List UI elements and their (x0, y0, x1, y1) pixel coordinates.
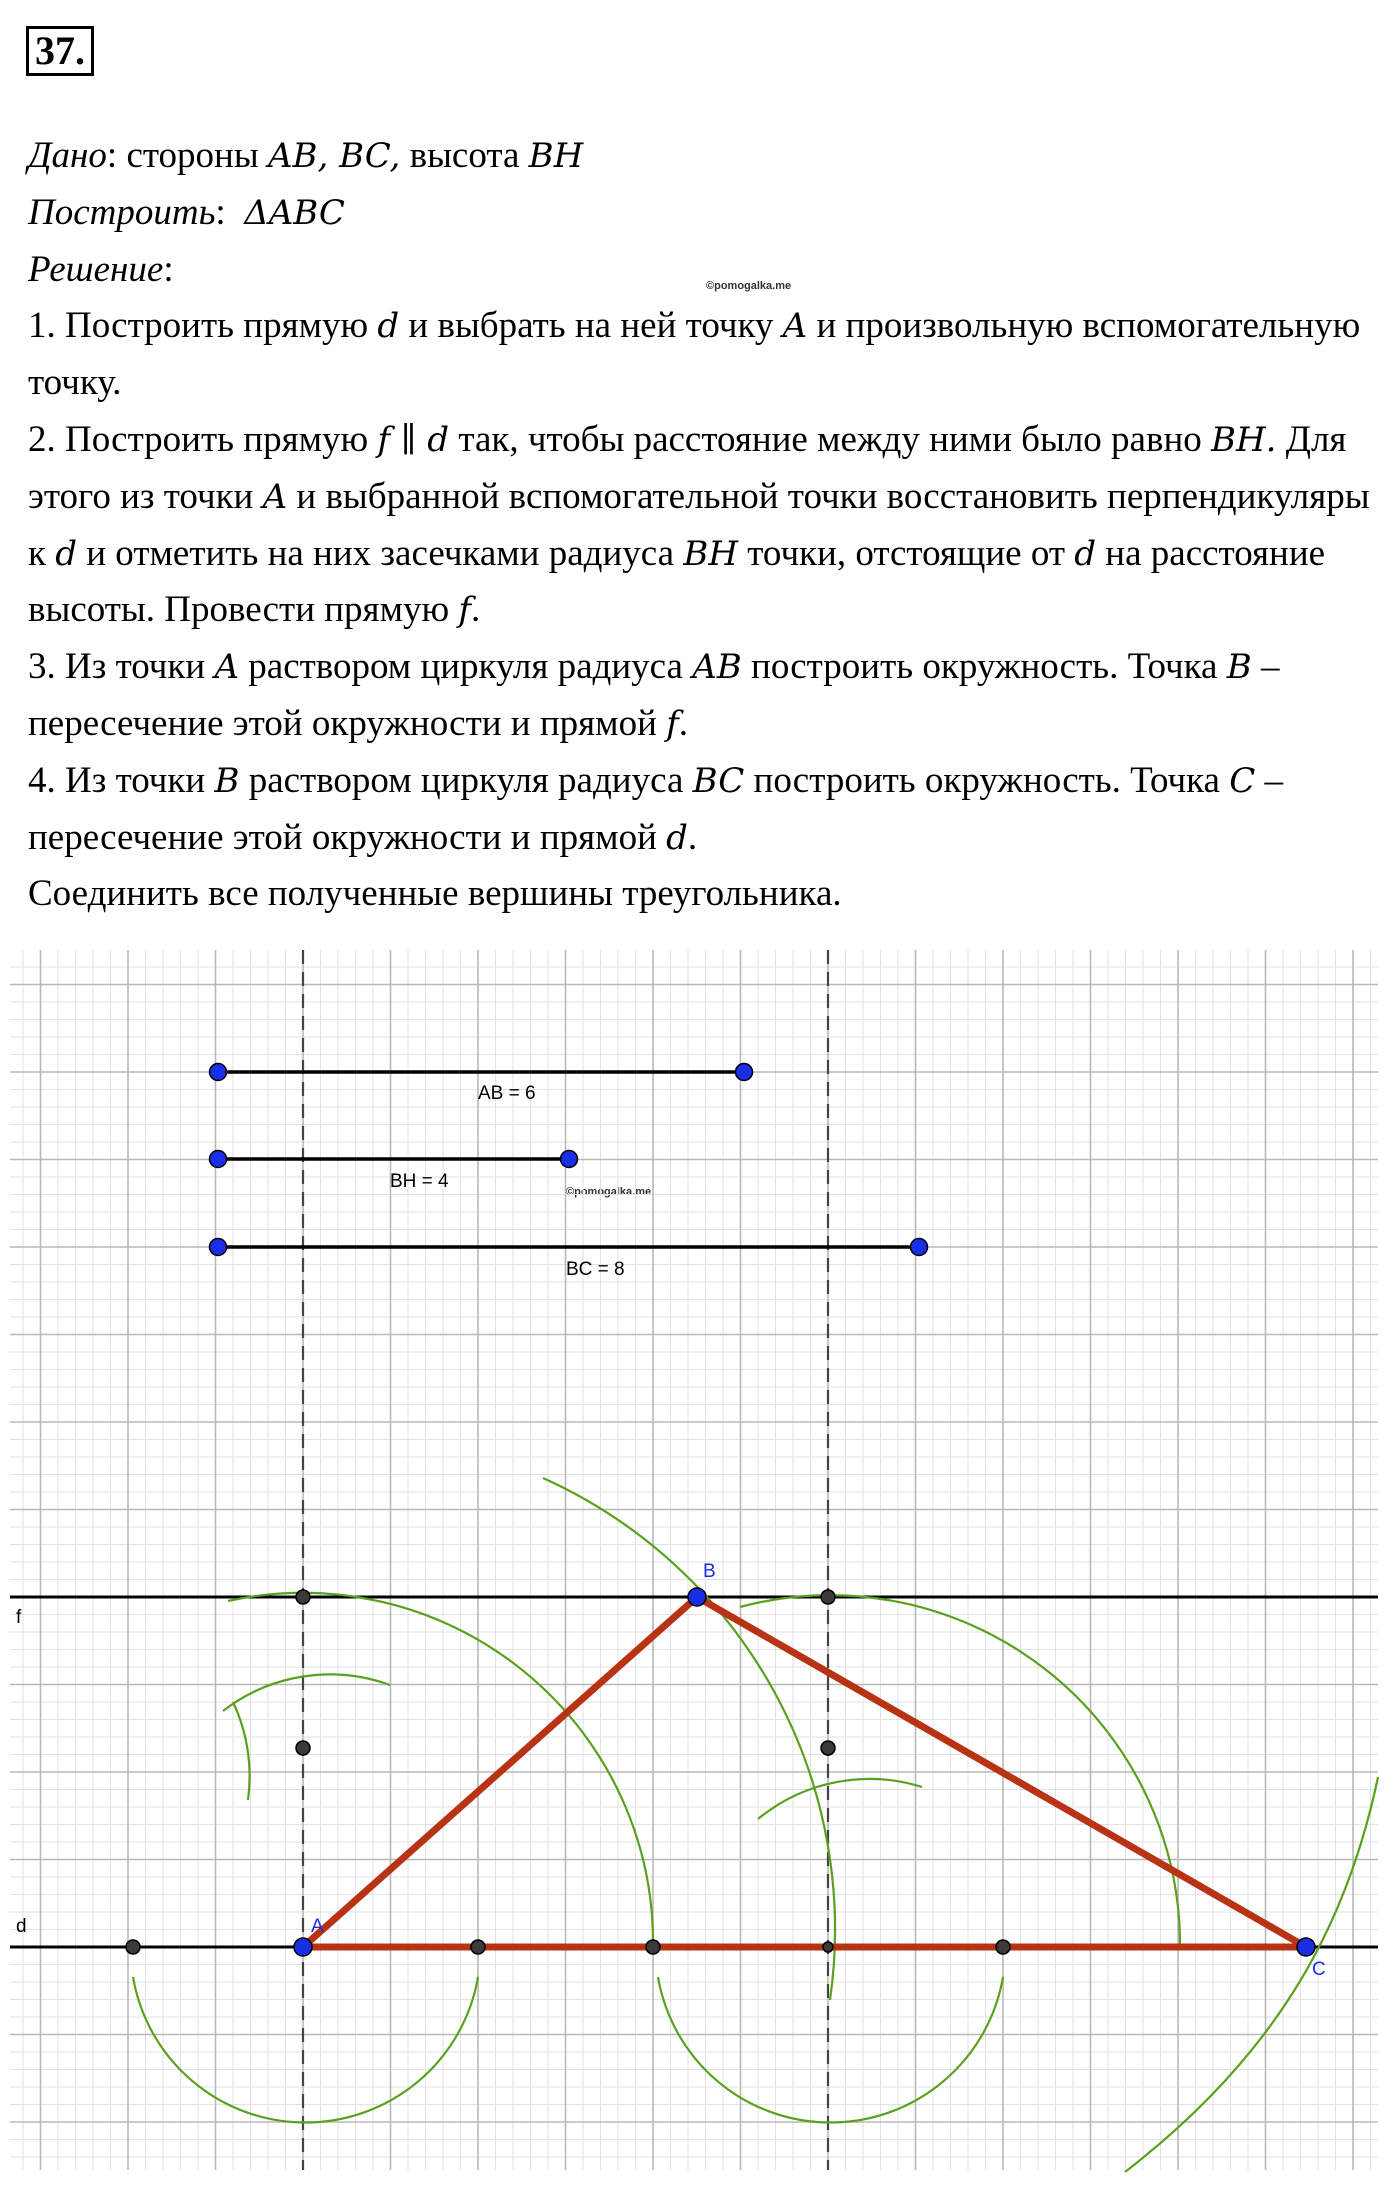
problem-number: 37. (26, 26, 94, 76)
segment-endpoint (911, 1239, 928, 1256)
aux-point (646, 1940, 660, 1954)
watermark-middle: ©pomogalka.me (566, 1186, 652, 1198)
solution-label: Решение: (28, 248, 174, 290)
segment-endpoint (210, 1239, 227, 1256)
segment-endpoint (210, 1151, 227, 1168)
aux-point (823, 1942, 833, 1952)
aux-point (996, 1940, 1010, 1954)
arc-bh-around-a-lower (133, 1977, 478, 2123)
aux-point (126, 1940, 140, 1954)
label-bh-length: BH = 4 (390, 1171, 449, 1192)
aux-point (821, 1590, 835, 1604)
aux-point (471, 1940, 485, 1954)
aux-point (296, 1741, 310, 1755)
aux-point (821, 1741, 835, 1755)
label-line-f: f (16, 1607, 22, 1628)
step-4: 4. Из точки B раствором циркуля радиуса BC построить окружность. Точка C – пересечение этой окружности и прямой d. (28, 759, 1283, 858)
label-line-d: d (16, 1916, 27, 1937)
construct-line: Построить: ΔABC (28, 191, 345, 233)
label-vertex-a: A (311, 1916, 324, 1937)
grid-major (10, 950, 1378, 2170)
segment-endpoint (736, 1064, 753, 1081)
label-bc-length: BC = 8 (566, 1259, 625, 1280)
segment-endpoint (210, 1064, 227, 1081)
label-vertex-b: B (703, 1561, 716, 1582)
step-3: 3. Из точки A раствором циркуля радиуса AB построить окружность. Точка B – пересечение этой окружности и прямой f. (28, 646, 1280, 744)
vertex-c (1297, 1938, 1315, 1956)
aux-point (296, 1590, 310, 1604)
watermark-top: ©pomogalka.me (706, 280, 792, 292)
label-ab-length: AB = 6 (478, 1083, 536, 1104)
step-5: Соединить все полученные вершины треугольника. (28, 873, 842, 915)
segment-endpoint (561, 1151, 578, 1168)
arc-small-left (233, 1702, 250, 1800)
step-1: 1. Построить прямую d и выбрать на ней точку A и произвольную вспомогательную точку. (28, 305, 1361, 404)
arc-ab-from-a (228, 1593, 653, 1947)
label-vertex-c: C (1312, 1959, 1326, 1980)
arc-bh-around-aux-upper (758, 1779, 922, 1819)
arc-bh-around-a-upper (223, 1674, 390, 1711)
given-line: Дано: стороны AB, BC, высота BH (28, 135, 584, 176)
step-2: 2. Построить прямую f ∥ d так, чтобы расстояние между ними было равно BH. Для этого из точки A и выбранной вспомогательной точки восстановить перпендикуляры к d и отметить на них засечками радиуса BH точки, отстоящие от d на расстояние высоты. Провести прямую f. (28, 418, 1370, 631)
vertex-b (688, 1588, 706, 1606)
vertex-a (294, 1938, 312, 1956)
